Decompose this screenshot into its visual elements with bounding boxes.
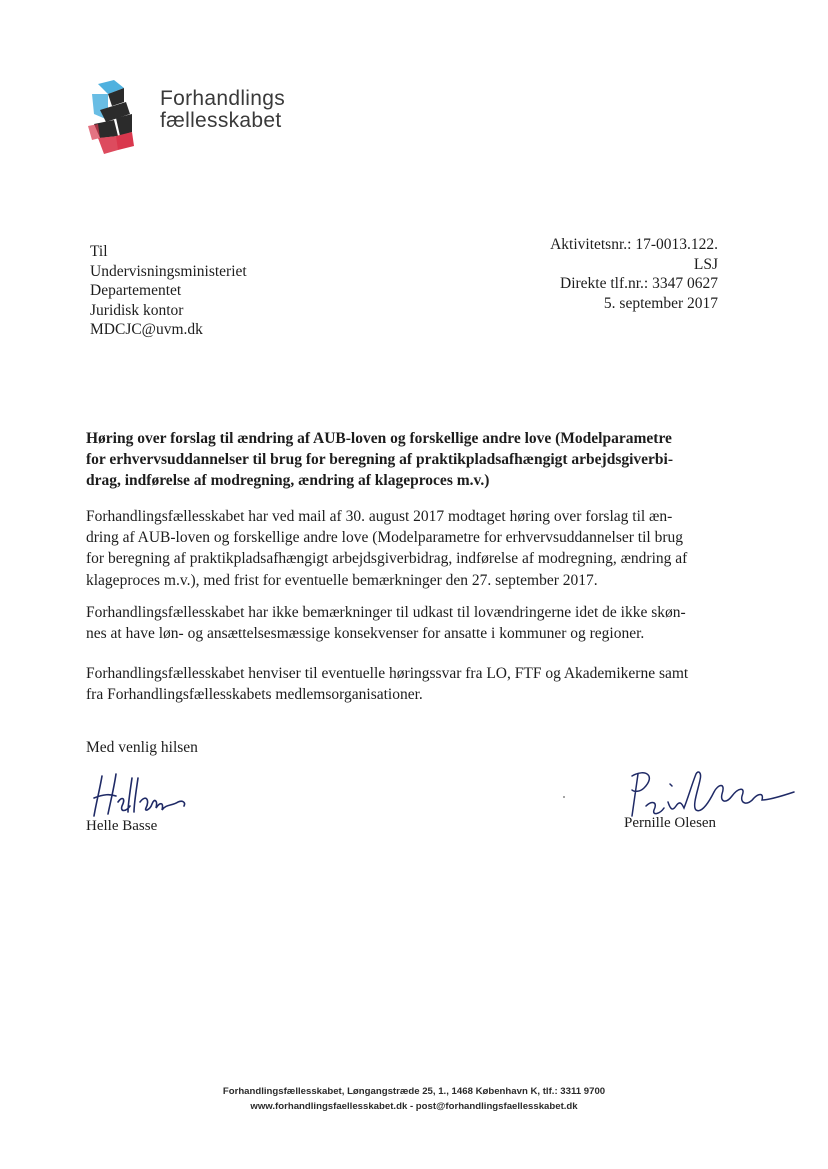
signatory-left-name: Helle Basse	[86, 818, 158, 834]
signatory-right-name: Pernille Olesen	[624, 815, 717, 831]
recipient-line: Departementet	[90, 282, 182, 300]
letter-subject	[86, 428, 746, 491]
footer-address: Forhandlingsfællesskabet, Løngangstræde 25, 1., 1468 København K, tlf.: 3311 9700	[222, 1086, 606, 1097]
recipient-line: Juridisk kontor	[90, 301, 184, 319]
letter-footer	[0, 1084, 828, 1114]
logo-line-1: Forhandlings	[160, 87, 286, 110]
letter-reference-block	[550, 235, 718, 313]
organization-logo	[86, 80, 316, 160]
subject-line: drag, indførelse af modregning, ændring af klageproces m.v.)	[86, 472, 490, 489]
signature-helle-basse	[90, 768, 190, 820]
body-paragraph-2	[86, 602, 746, 644]
body-paragraph-3	[86, 663, 746, 705]
paragraph-line: Forhandlingsfællesskabet har ikke bemærkninger til udkast til lovændringerne idet de ikke skøn-	[86, 604, 686, 621]
subject-line: for erhvervsuddannelser til brug for beregning af praktikpladsafhængigt arbejdsgiverbi-	[86, 451, 674, 468]
footer-web-contact: www.forhandlingsfaellesskabet.dk - post@forhandlingsfaellesskabet.dk	[250, 1101, 578, 1112]
recipient-line: Undervisningsministeriet	[90, 262, 247, 280]
recipient-email: MDCJC@uvm.dk	[90, 321, 203, 339]
paragraph-line: klageproces m.v.), med frist for eventuelle bemærkninger den 27. september 2017.	[86, 571, 598, 589]
letter-date: 5. september 2017	[603, 294, 718, 312]
paragraph-line: Forhandlingsfællesskabet har ved mail af 30. august 2017 modtaget høring over forslag til æn-	[86, 508, 673, 525]
subject-line: Høring over forslag til ændring af AUB-loven og forskellige andre love (Modelparametre	[86, 430, 672, 447]
body-paragraph-1	[86, 506, 746, 591]
closing-salutation: Med venlig hilsen	[86, 739, 198, 756]
recipient-line: Til	[90, 243, 108, 260]
paragraph-line: dring af AUB-loven og forskellige andre love (Modelparametre for erhvervsuddannelser til brug	[86, 529, 683, 547]
paragraph-line: Forhandlingsfællesskabet henviser til eventuelle høringssvar fra LO, FTF og Akademikerne samt	[86, 665, 689, 682]
sender-initials: LSJ	[693, 255, 718, 273]
recipient-address	[90, 242, 247, 340]
logo-line-2: fællesskabet	[160, 109, 282, 132]
scan-speck	[563, 796, 565, 798]
logo-wordmark	[160, 88, 285, 132]
paragraph-line: fra Forhandlingsfællesskabets medlemsorganisationer.	[86, 686, 423, 704]
logo-mark-icon	[86, 80, 142, 156]
activity-number: Aktivitetsnr.: 17-0013.122.	[550, 236, 718, 253]
direct-phone: Direkte tlf.nr.: 3347 0627	[560, 275, 718, 293]
paragraph-line: for beregning af praktikpladsafhængigt arbejdsgiverbidrag, indførelse af modregning, ændring af	[86, 550, 688, 568]
paragraph-line: nes at have løn- og ansættelsesmæssige konsekvenser for ansatte i kommuner og regioner.	[86, 625, 645, 643]
